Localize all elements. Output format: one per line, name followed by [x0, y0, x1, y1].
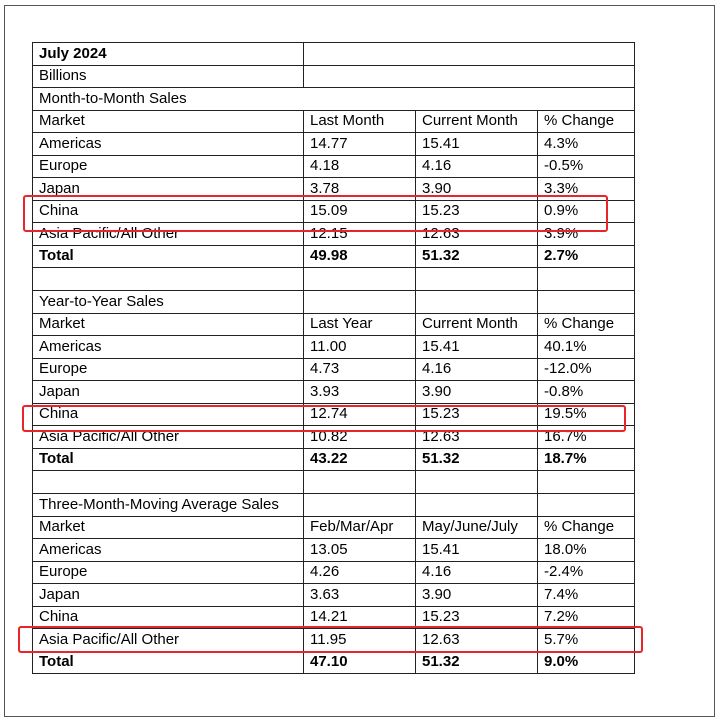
table-cell: 15.23 [416, 403, 538, 426]
highlight-box-china-mtm [23, 195, 608, 232]
table-cell: 15.41 [416, 539, 538, 562]
table-cell: 13.05 [304, 539, 416, 562]
spacer-cell [416, 471, 538, 494]
table-cell: Asia Pacific/All Other [33, 223, 304, 246]
table-cell: 3.3% [538, 178, 635, 201]
section-heading-tmma: Three-Month-Moving Average Sales [33, 494, 304, 517]
highlight-box-china-tmma [18, 626, 643, 653]
spacer-cell [304, 268, 416, 291]
table-cell: 15.23 [416, 200, 538, 223]
table-cell: % Change [538, 516, 635, 539]
table-row [33, 381, 635, 404]
table-cell: 12.63 [416, 426, 538, 449]
column-header-row [33, 313, 635, 336]
table-cell: 4.3% [538, 133, 635, 156]
table-cell: Last Month [304, 110, 416, 133]
table-cell: 18.0% [538, 539, 635, 562]
table-cell: 51.32 [416, 651, 538, 674]
table-cell: 14.77 [304, 133, 416, 156]
table-cell: 47.10 [304, 651, 416, 674]
table-cell: Current Month [416, 313, 538, 336]
table-cell: 12.74 [304, 403, 416, 426]
section-yty [33, 313, 635, 471]
table-cell: Europe [33, 358, 304, 381]
table-cell: 10.82 [304, 426, 416, 449]
table-cell: 15.09 [304, 200, 416, 223]
table-cell: Japan [33, 178, 304, 201]
table-cell: -0.5% [538, 155, 635, 178]
table-cell: 15.23 [416, 606, 538, 629]
table-cell: 0.9% [538, 200, 635, 223]
table-cell: 4.26 [304, 561, 416, 584]
empty-cell [304, 291, 416, 314]
table-cell: 15.41 [416, 336, 538, 359]
table-cell: 3.90 [416, 381, 538, 404]
empty-cell [304, 43, 635, 66]
table-cell: China [33, 403, 304, 426]
table-cell: 4.16 [416, 358, 538, 381]
table-cell: China [33, 606, 304, 629]
table-cell: 4.16 [416, 561, 538, 584]
table-cell: -2.4% [538, 561, 635, 584]
empty-cell [304, 65, 635, 88]
table-cell: 9.0% [538, 651, 635, 674]
total-row [33, 245, 635, 268]
table-cell: Americas [33, 539, 304, 562]
table-cell: 18.7% [538, 448, 635, 471]
table-title: July 2024 [33, 43, 304, 66]
table-cell: % Change [538, 313, 635, 336]
table-row [33, 358, 635, 381]
total-row [33, 448, 635, 471]
table-cell: Total [33, 245, 304, 268]
total-row [33, 651, 635, 674]
table-cell: 4.16 [416, 155, 538, 178]
table-cell: 3.9% [538, 223, 635, 246]
empty-cell [416, 494, 538, 517]
table-cell: 11.00 [304, 336, 416, 359]
table-cell: Americas [33, 336, 304, 359]
table-cell: 4.18 [304, 155, 416, 178]
spacer-cell [33, 471, 304, 494]
table-cell: 40.1% [538, 336, 635, 359]
section-heading-mtm: Month-to-Month Sales [33, 88, 635, 111]
table-cell: 15.41 [416, 133, 538, 156]
table-cell: 19.5% [538, 403, 635, 426]
table-cell: Last Year [304, 313, 416, 336]
empty-cell [304, 494, 416, 517]
table-cell: 3.90 [416, 178, 538, 201]
table-cell: -12.0% [538, 358, 635, 381]
empty-cell [416, 291, 538, 314]
empty-cell [538, 494, 635, 517]
table-cell: Asia Pacific/All Other [33, 426, 304, 449]
table-cell: 3.93 [304, 381, 416, 404]
spacer-cell [416, 268, 538, 291]
table-row [33, 561, 635, 584]
table-cell: Americas [33, 133, 304, 156]
table-cell: Japan [33, 381, 304, 404]
table-row [33, 155, 635, 178]
table-cell: China [33, 200, 304, 223]
table-cell: 16.7% [538, 426, 635, 449]
spacer-cell [304, 471, 416, 494]
table-cell: May/June/July [416, 516, 538, 539]
table-cell: 49.98 [304, 245, 416, 268]
table-row [33, 584, 635, 607]
table-cell: 3.78 [304, 178, 416, 201]
column-header-row [33, 516, 635, 539]
table-cell: 3.90 [416, 584, 538, 607]
spacer-cell [538, 268, 635, 291]
table-cell: Total [33, 651, 304, 674]
table-cell: Europe [33, 155, 304, 178]
unit-label: Billions [33, 65, 304, 88]
table-cell: % Change [538, 110, 635, 133]
table-cell: 12.63 [416, 223, 538, 246]
table-cell: -0.8% [538, 381, 635, 404]
table-cell: 11.95 [304, 629, 416, 652]
table-cell: 43.22 [304, 448, 416, 471]
table-cell: 12.15 [304, 223, 416, 246]
table-cell: Market [33, 313, 304, 336]
table-cell: 3.63 [304, 584, 416, 607]
table-cell: Asia Pacific/All Other [33, 629, 304, 652]
table-cell: 5.7% [538, 629, 635, 652]
spacer-cell [33, 268, 304, 291]
table-cell: 51.32 [416, 245, 538, 268]
table-cell: Market [33, 110, 304, 133]
table-cell: Europe [33, 561, 304, 584]
table-row [33, 336, 635, 359]
table-cell: Feb/Mar/Apr [304, 516, 416, 539]
table-cell: Japan [33, 584, 304, 607]
table-cell: 4.73 [304, 358, 416, 381]
section-heading-yty: Year-to-Year Sales [33, 291, 304, 314]
table-row [33, 133, 635, 156]
spacer-cell [538, 471, 635, 494]
table-cell: 14.21 [304, 606, 416, 629]
table-cell: Current Month [416, 110, 538, 133]
table-cell: Total [33, 448, 304, 471]
table-cell: 7.4% [538, 584, 635, 607]
sales-table [32, 42, 635, 674]
empty-cell [538, 291, 635, 314]
table-cell: Market [33, 516, 304, 539]
table-cell: 12.63 [416, 629, 538, 652]
section-mtm [33, 110, 635, 268]
table-cell: 2.7% [538, 245, 635, 268]
table-cell: 7.2% [538, 606, 635, 629]
table-cell: 51.32 [416, 448, 538, 471]
highlight-box-china-yty [22, 405, 626, 432]
table-row [33, 539, 635, 562]
column-header-row [33, 110, 635, 133]
